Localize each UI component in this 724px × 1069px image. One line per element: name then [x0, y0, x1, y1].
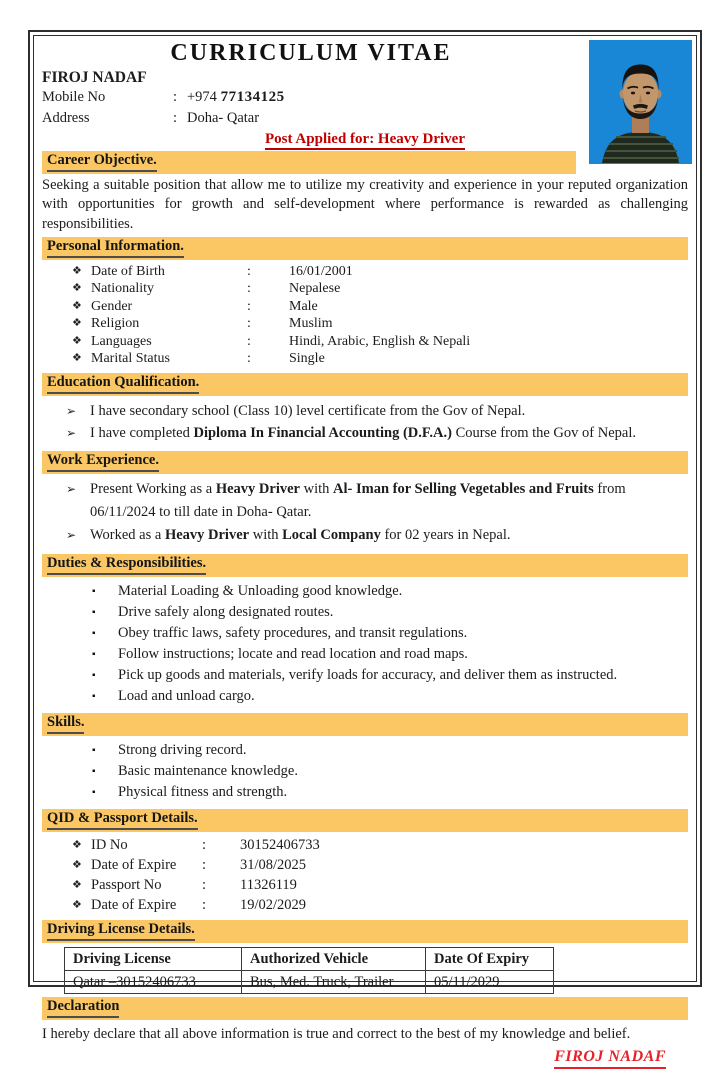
address-colon: : — [173, 110, 178, 126]
info-label: ID No — [91, 836, 128, 853]
list-item-text — [90, 400, 684, 422]
section-heading: Duties & Responsibilities. — [47, 555, 206, 575]
section-heading: QID & Passport Details. — [47, 810, 198, 830]
signature: FIROJ NADAF — [554, 1048, 666, 1069]
info-colon: : — [247, 333, 251, 349]
mobile-label: Mobile No — [42, 89, 106, 105]
diamond-bullet-icon: ❖ — [72, 282, 82, 295]
list-item-text: Pick up goods and materials, verify loads for accuracy, and deliver them as instructed. — [118, 666, 618, 683]
section-skills — [42, 713, 688, 736]
page-border — [28, 30, 702, 1065]
text: Course from the Gov of Nepal. — [451, 424, 636, 441]
diamond-bullet-icon: ❖ — [72, 299, 82, 312]
list-item-text: Drive safely along designated routes. — [118, 603, 334, 620]
applicant-photo-illustration — [589, 40, 692, 164]
square-bullet-icon: ▪ — [92, 669, 96, 681]
text: from 06/11/2024 to till date in Doha- Qatar. — [90, 480, 626, 520]
list-item — [92, 644, 684, 665]
list-item-text — [90, 422, 684, 444]
section-heading: Education Qualification. — [47, 374, 199, 394]
cv-page — [33, 35, 697, 1065]
arrow-bullet-icon: ➢ — [66, 425, 77, 440]
info-label: Gender — [91, 298, 133, 314]
section-heading: Personal Information. — [47, 238, 184, 258]
signature-row — [42, 1048, 666, 1069]
info-label: Nationality — [91, 281, 154, 297]
list-item-text: Load and unload cargo. — [118, 687, 255, 704]
list-item — [92, 623, 684, 644]
list-item — [66, 400, 684, 422]
address-value: Doha- Qatar — [187, 110, 260, 126]
info-row — [72, 875, 688, 895]
section-heading: Work Experience. — [47, 452, 159, 472]
list-item — [92, 602, 684, 623]
section-education — [42, 373, 688, 396]
bold-text: Local Company — [282, 526, 381, 543]
education-list — [42, 396, 688, 448]
info-colon: : — [202, 836, 207, 853]
square-bullet-icon: ▪ — [92, 786, 96, 798]
info-colon: : — [247, 351, 251, 367]
info-value: 30152406733 — [240, 836, 320, 853]
square-bullet-icon: ▪ — [92, 627, 96, 639]
info-value: 16/01/2001 — [289, 263, 353, 279]
post-applied-text: Post Applied for: Heavy Driver — [265, 131, 465, 150]
info-label: Languages — [91, 333, 152, 349]
square-bullet-icon: ▪ — [92, 648, 96, 660]
text: with — [299, 480, 334, 497]
list-item-text: Material Loading & Unloading good knowledge. — [118, 582, 403, 599]
list-item — [66, 524, 684, 547]
text: Worked as a — [90, 526, 165, 543]
text: with — [249, 526, 283, 543]
declaration-text: I hereby declare that all above information is true and correct to the best of my knowledge and belief. — [42, 1025, 631, 1042]
driving-license-table — [64, 947, 554, 994]
applicant-name: FIROJ NADAF — [42, 69, 147, 86]
info-colon: : — [247, 298, 251, 314]
table-header-row — [65, 947, 554, 970]
info-colon: : — [202, 896, 207, 913]
arrow-bullet-icon: ➢ — [66, 481, 77, 496]
bold-text: Diploma In Financial Accounting (D.F.A.) — [193, 424, 452, 441]
section-heading: Declaration — [47, 998, 119, 1018]
info-value: Male — [289, 298, 318, 314]
diamond-bullet-icon: ❖ — [72, 898, 82, 911]
diamond-bullet-icon: ❖ — [72, 878, 82, 891]
list-item-text: Basic maintenance knowledge. — [118, 762, 298, 779]
info-value: Nepalese — [289, 281, 341, 297]
section-career-objective — [42, 151, 576, 174]
section-declaration — [42, 997, 688, 1020]
table-row — [65, 970, 554, 993]
list-item — [66, 422, 684, 444]
square-bullet-icon: ▪ — [92, 744, 96, 756]
info-label: Date of Expire — [91, 856, 177, 873]
info-label: Passport No — [91, 876, 162, 893]
section-driving-license — [42, 920, 688, 943]
bold-text: Heavy Driver — [215, 480, 300, 497]
list-item-text — [90, 478, 684, 524]
diamond-bullet-icon: ❖ — [72, 858, 82, 871]
square-bullet-icon: ▪ — [92, 765, 96, 777]
list-item — [92, 665, 684, 686]
info-row — [72, 855, 688, 875]
info-value: 31/08/2025 — [240, 856, 307, 873]
personal-information-list — [42, 260, 688, 370]
list-item-text: Physical fitness and strength. — [118, 783, 288, 800]
mobile-colon: : — [173, 89, 178, 105]
bold-text: Heavy Driver — [164, 526, 250, 543]
list-item — [92, 686, 684, 707]
section-work-experience — [42, 451, 688, 474]
info-label: Date of Birth — [91, 263, 165, 279]
diamond-bullet-icon: ❖ — [72, 838, 82, 851]
table-header-cell: Authorized Vehicle — [242, 947, 426, 970]
section-heading: Career Objective. — [47, 152, 157, 172]
qid-passport-list — [42, 832, 688, 917]
skills-list — [42, 736, 688, 806]
list-item — [66, 478, 684, 524]
diamond-bullet-icon: ❖ — [72, 334, 82, 347]
info-row — [72, 333, 688, 351]
diamond-bullet-icon: ❖ — [72, 317, 82, 330]
section-qid-passport — [42, 809, 688, 832]
info-row — [72, 315, 688, 333]
info-value: 19/02/2029 — [240, 896, 307, 913]
mobile-number: 77134125 — [220, 89, 285, 105]
section-heading: Skills. — [47, 714, 84, 734]
arrow-bullet-icon: ➢ — [66, 527, 77, 542]
info-row — [72, 263, 688, 281]
text: I have completed — [90, 424, 194, 441]
mobile-value — [187, 87, 285, 108]
diamond-bullet-icon: ❖ — [72, 352, 82, 365]
info-colon: : — [247, 281, 251, 297]
section-duties — [42, 554, 688, 577]
bold-text: Al- Iman for Selling Vegetables and Fruits — [333, 480, 594, 497]
list-item-text — [90, 524, 684, 547]
text: I have secondary school (Class 10) level certificate from the Gov of Nepal. — [90, 402, 526, 419]
text: for 02 years in Nepal. — [380, 526, 511, 543]
list-item — [92, 761, 684, 782]
table-header-cell: Driving License — [65, 947, 242, 970]
address-label: Address — [42, 110, 90, 126]
info-value: 11326119 — [240, 876, 297, 893]
text: Present Working as a — [90, 480, 216, 497]
table-cell: Qatar –30152406733 — [65, 970, 242, 993]
table-cell: 05/11/2029 — [426, 970, 554, 993]
section-heading: Driving License Details. — [47, 921, 195, 941]
list-item-text: Strong driving record. — [118, 741, 247, 758]
career-objective-text: Seeking a suitable position that allow me to utilize my creativity and experience in your reputed organization with opportunities for growth and self-development where performance is rewarded as challenging responsibilities. — [42, 177, 688, 232]
square-bullet-icon: ▪ — [92, 585, 96, 597]
info-value: Single — [289, 351, 325, 367]
applicant-photo — [589, 40, 692, 164]
info-colon: : — [202, 856, 207, 873]
list-item-text: Follow instructions; locate and read location and road maps. — [118, 645, 468, 662]
square-bullet-icon: ▪ — [92, 690, 96, 702]
mobile-prefix: +974 — [187, 89, 217, 105]
list-item — [92, 581, 684, 602]
info-colon: : — [247, 263, 251, 279]
info-colon: : — [202, 876, 207, 893]
table-cell: Bus, Med. Truck, Trailer — [242, 970, 426, 993]
info-row — [72, 298, 688, 316]
info-row — [72, 835, 688, 855]
square-bullet-icon: ▪ — [92, 606, 96, 618]
page-title: CURRICULUM VITAE — [170, 40, 452, 66]
info-row — [72, 350, 688, 368]
list-item — [92, 782, 684, 803]
arrow-bullet-icon: ➢ — [66, 403, 77, 418]
table-header-cell: Date Of Expiry — [426, 947, 554, 970]
diamond-bullet-icon: ❖ — [72, 264, 82, 277]
work-experience-list — [42, 474, 688, 551]
duties-list — [42, 577, 688, 710]
info-value: Hindi, Arabic, English & Nepali — [289, 333, 471, 349]
list-item-text: Obey traffic laws, safety procedures, and transit regulations. — [118, 624, 468, 641]
info-value: Muslim — [289, 316, 333, 332]
info-label: Religion — [91, 316, 140, 332]
info-colon: : — [247, 316, 251, 332]
info-label: Marital Status — [91, 351, 170, 367]
info-row — [72, 280, 688, 298]
info-label: Date of Expire — [91, 896, 177, 913]
list-item — [92, 740, 684, 761]
section-personal-information — [42, 237, 688, 260]
info-row — [72, 895, 688, 915]
